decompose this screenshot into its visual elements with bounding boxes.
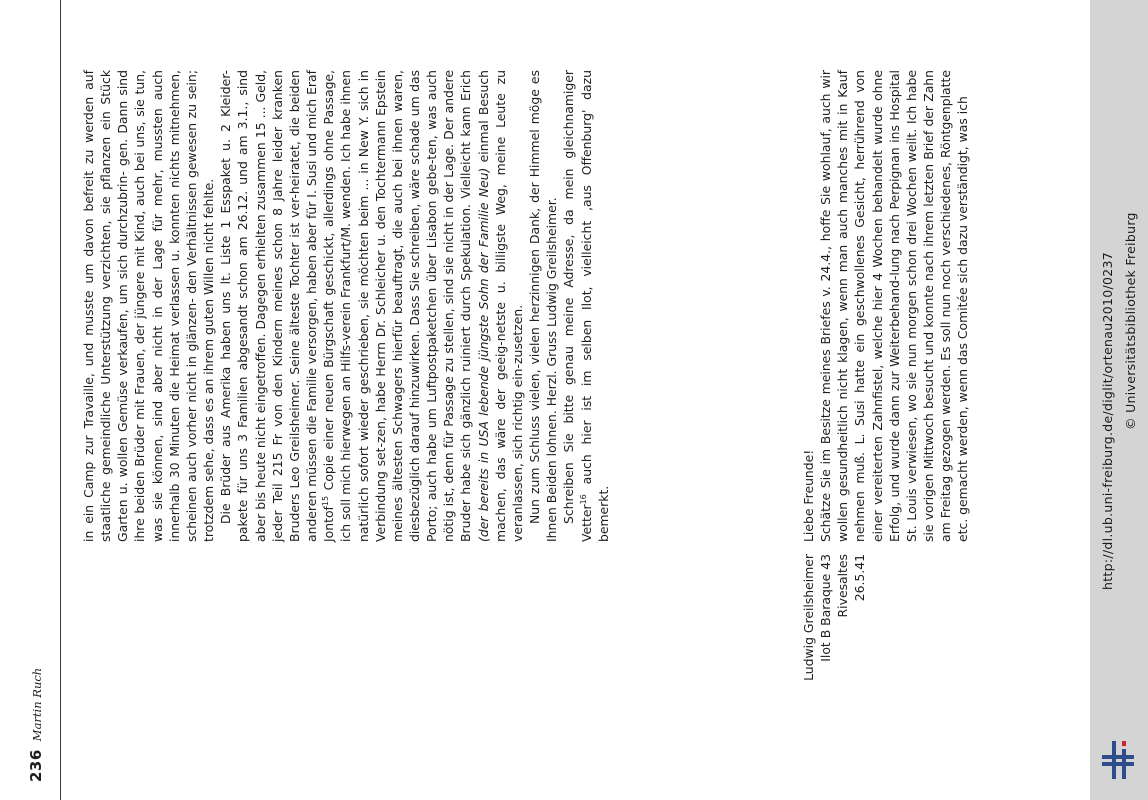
editorial-note: (der bereits in USA lebende jüngste Sohn der Familie Neu): [475, 167, 491, 542]
text-line: in ein Camp zur Travaille, und musste um davon befreit zu werden: [81, 89, 96, 542]
paragraph-4: Schreiben Sie bitte genau meine Adresse, da mein gleichnamiger Vetter$^{16}$ auch hier ist im selben Ilot, vielleicht ‚aus Offenburg' dazu bemerkt.: [561, 70, 611, 542]
running-header: [27, 668, 45, 782]
header-rule: [60, 0, 61, 800]
text-line: auch bei uns, sie tun, was sie können, sind aber nicht in der Lage für: [132, 70, 165, 542]
new-letter: [800, 70, 972, 542]
paragraph-3: Nun zum Schluss vielen, vielen herzinnigen Dank, der Himmel möge es Ihnen Beiden lohnen. Herzl. Gruss Ludwig Greilsheimer.: [527, 70, 560, 542]
text-line: ein Stück Garten u. wollen Gemüse verkaufen, um sich durchzubrin-: [98, 70, 131, 542]
text-line: gen. Dann sind ihre beiden Brüder mit Frauen, der jüngere mit Kind,: [115, 70, 148, 542]
paragraph-2: Die Brüder aus Amerika haben uns lt. Liste 1 Esspaket u. 2 Kleider-pakete für uns 3 Familien abgesandt schon am 26.12. und am 3.1., sind aber bis heute nicht eingetroffen. Dagegen erhielten zusammen 15 ... Geld, jeder Teil 215 Fr von den Kindern meines schon 8 Jahre leider kranken Bruders Leo Greilsheimer. Seine älteste Tochter ist ver-heiratet, die beiden anderen müssen die Familie versorgen, haben aber für I. Susi und mich Eraf Jontof$^{15}$ Copie einer neuen Bürgschaft geschickt, allerdings ohne Passage, ich soll mich hierwegen an Hilfs-verein Frankfurt/M. wenden. Ich habe ihnen natürlich sofort wieder geschrieben, sie möchten beim ... in New Y. sich in Verbindung set-zen, habe Herrn Dr. Schleicher u. den Tochtermann Epstein meines ältesten Schwagers hierfür beauftragt, die auch bei ihnen waren, diesbezüglich darauf hinzuwirken. Dass Sie schreiben, wäre schade um das Porto; auch habe um Luftpostpaketchen über Lisabon gebe-ten, was auch nötig ist, denn für Passage zu stellen, sind sie nicht in der Lage. Der andere Bruder habe sich gänzlich ruiniert durch Spekulation. Vielleicht kann Erich (der bereits in USA lebende jüngste Sohn der Familie Neu) einmal Besuch machen, das wäre der geeig-netste u. billigste Weg, meine Leute zu veranlassen, sich richtig ein-zusetzen.: [218, 69, 525, 542]
source-url[interactable]: http://dl.ub.uni-freiburg.de/diglit/ortenau2010/0237: [1100, 252, 1115, 590]
text-line: auf staatliche gemeindliche Unterstützung verzichten, sie pflanzen: [81, 70, 114, 542]
text-line: mehr, mussten auch innerhalb 30 Minuten die Heimat verlassen u.: [149, 70, 182, 542]
text-line: konnten nichts mitnehmen, scheinen auch vorher nicht in glänzen-: [166, 70, 199, 542]
sender-place: Rivesaltes: [835, 554, 851, 618]
footnote-ref-16: 16: [578, 494, 588, 505]
sender-date: 26.5.41: [852, 554, 868, 602]
text-line: den Verhältnissen gewesen zu sein; trotzdem sehe, dass es an ihrem: [183, 70, 217, 542]
footnote-ref-15: 15: [321, 495, 331, 507]
copyright-notice: © Universitätsbibliothek Freiburg: [1123, 212, 1138, 430]
text-line: guten Willen nicht fehlte.: [201, 178, 217, 335]
letter-greeting: Liebe Freunde!: [801, 449, 816, 542]
letter-text: Schätze Sie im Besitze meines Briefes v. 24.4., hoffe Sie wohlauf, auch wir wollen gesundheitlich nicht klagen, wenn man auch manches mit in Kauf nehmen muß. L. Susi hatte ein geschwollenes Gesicht, herrührend von einer vereiterten Zahnfistel, welche hier 4 Wochen behandelt wurde ohne Erfolg, und wurde dann zur Weiterbehand-lung nach Perpignan ins Hospital St. Louis verwiesen, wo sie nun morgen schon drei Wochen weilt. Ich habe sie vorigen Mittwoch besucht und konnte nach ihrem letzten Brief der Zahn am Freitag gezogen werden. Es soll nun noch verschiedenes, Röntgenplatte etc. gemacht werden, wenn das Comitée sich dazu verständigt, was ich: [818, 70, 971, 542]
running-author: Martin Ruch: [30, 667, 44, 742]
sender-block: [800, 554, 869, 704]
side-strip-text: [1090, 0, 1148, 800]
sender-name: Ludwig Greilsheimer: [801, 554, 816, 681]
sender-address: Ilot B Baraque 43: [818, 554, 834, 662]
letter-continuation: [80, 70, 612, 542]
page-number: 236: [27, 749, 45, 782]
library-logo-icon: [1098, 735, 1138, 785]
paragraph-1: [80, 70, 217, 542]
